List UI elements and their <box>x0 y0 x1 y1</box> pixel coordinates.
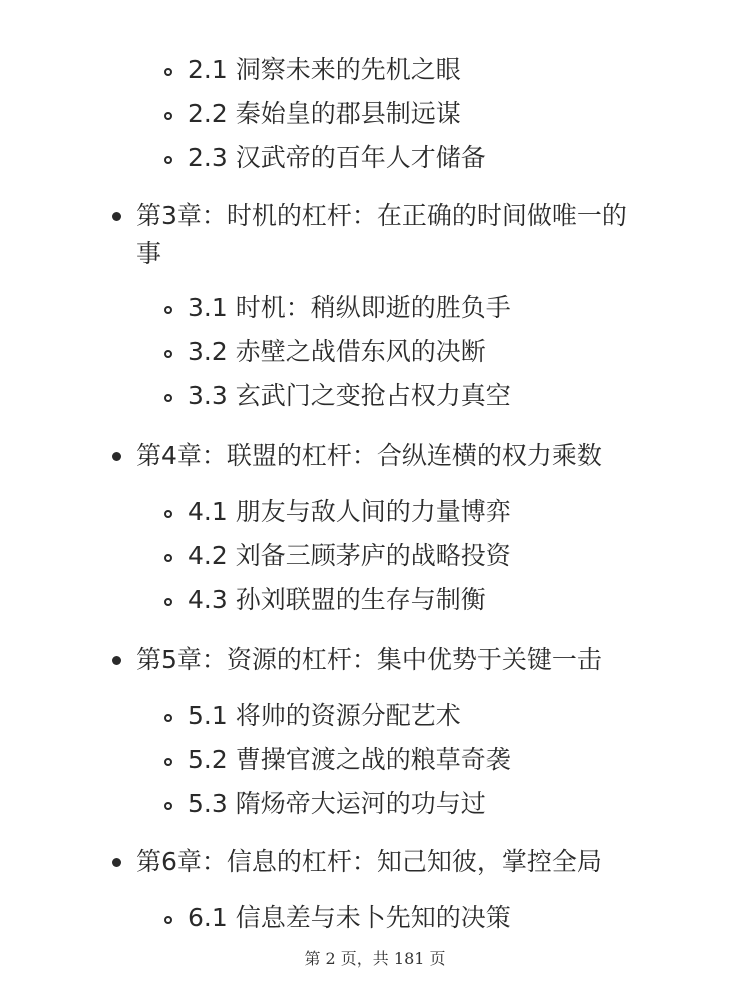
list-bullet-circle <box>164 112 172 120</box>
list-bullet-disc <box>112 656 121 665</box>
list-bullet-disc <box>112 858 121 867</box>
list-bullet-circle <box>164 156 172 164</box>
toc-item-6-1: 6.1 信息差与未卜先知的决策 <box>188 903 511 932</box>
list-bullet-circle <box>164 802 172 810</box>
toc-item-5-2: 5.2 曹操官渡之战的粮草奇袭 <box>188 745 511 774</box>
toc-item-4-3: 4.3 孙刘联盟的生存与制衡 <box>188 585 486 614</box>
toc-item-3-3: 3.3 玄武门之变抢占权力真空 <box>188 381 511 410</box>
toc-item-4-2: 4.2 刘备三顾茅庐的战略投资 <box>188 541 511 570</box>
toc-chapter-4: 第4章：联盟的杠杆：合纵连横的权力乘数 <box>136 441 602 470</box>
list-bullet-circle <box>164 510 172 518</box>
list-bullet-circle <box>164 758 172 766</box>
toc-item-3-1: 3.1 时机：稍纵即逝的胜负手 <box>188 293 511 322</box>
toc-item-5-1: 5.1 将帅的资源分配艺术 <box>188 701 461 730</box>
toc-chapter-3-continued: 事 <box>136 239 162 268</box>
list-bullet-disc <box>112 452 121 461</box>
list-bullet-circle <box>164 916 172 924</box>
toc-item-3-2: 3.2 赤壁之战借东风的决断 <box>188 337 486 366</box>
toc-chapter-5: 第5章：资源的杠杆：集中优势于关键一击 <box>136 645 602 674</box>
toc-item-2-2: 2.2 秦始皇的郡县制远谋 <box>188 99 461 128</box>
toc-chapter-3: 第3章：时机的杠杆：在正确的时间做唯一的 <box>136 201 627 230</box>
list-bullet-circle <box>164 714 172 722</box>
toc-item-5-3: 5.3 隋炀帝大运河的功与过 <box>188 789 486 818</box>
list-bullet-disc <box>112 212 121 221</box>
toc-item-4-1: 4.1 朋友与敌人间的力量博弈 <box>188 497 511 526</box>
page-number-footer: 第 2 页，共 181 页 <box>304 949 446 968</box>
list-bullet-circle <box>164 306 172 314</box>
toc-chapter-6: 第6章：信息的杠杆：知己知彼，掌控全局 <box>136 847 602 876</box>
list-bullet-circle <box>164 350 172 358</box>
list-bullet-circle <box>164 554 172 562</box>
list-bullet-circle <box>164 394 172 402</box>
list-bullet-circle <box>164 598 172 606</box>
toc-item-2-1: 2.1 洞察未来的先机之眼 <box>188 55 461 84</box>
toc-item-2-3: 2.3 汉武帝的百年人才储备 <box>188 143 486 172</box>
list-bullet-circle <box>164 68 172 76</box>
